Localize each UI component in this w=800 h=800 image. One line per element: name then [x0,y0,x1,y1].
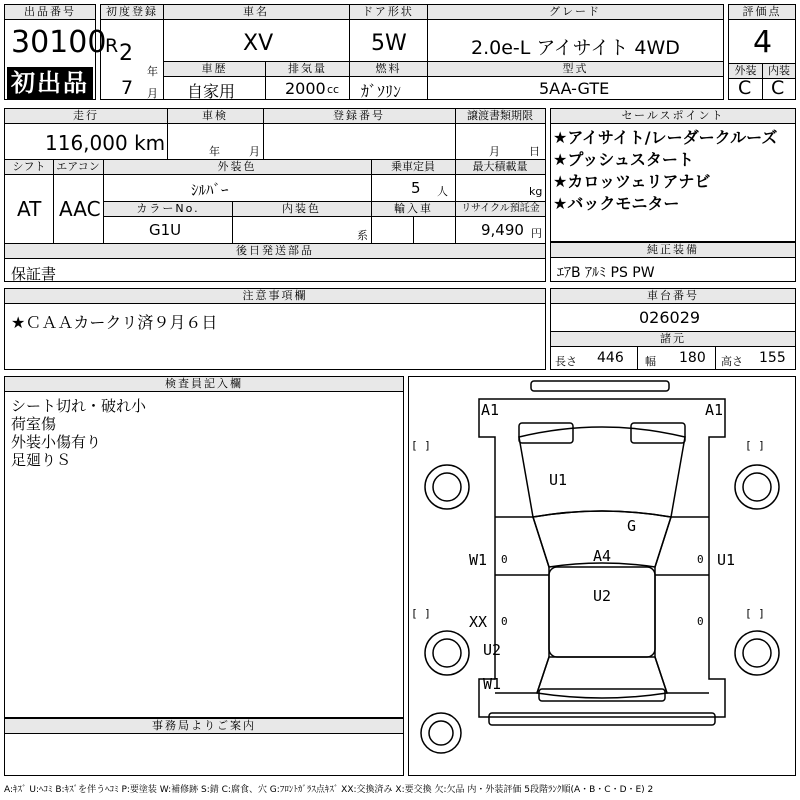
damage-mark: A1 [481,401,500,419]
shift-label: シフト [5,160,53,175]
damage-mark: U2 [483,641,502,659]
recycle-label: リサイクル預託金 [456,202,545,217]
sales-point-item: ★プッシュスタート [553,150,694,169]
sales-points-box [550,108,796,242]
month-unit: 月 [147,87,158,100]
history: 自家用 [187,82,236,101]
interior-color-label: 内装色 [232,202,371,217]
sales-point-item: ★カロッツェリアナビ [553,172,711,191]
interior-score: C [771,77,785,99]
inspector-line: 外装小傷有り [11,433,102,451]
overall-score: 4 [753,25,773,60]
color-number-label: カラーNo. [104,202,232,217]
car-diagram-box [408,376,796,776]
displacement-unit: cc [327,83,340,96]
chassis-box [550,288,796,370]
damage-mark: XX [469,613,488,631]
damage-mark: U1 [717,551,736,569]
interior-score-label: 内装 [763,64,795,79]
height-label: 高さ [721,355,743,368]
damage-mark: [ ] [745,439,765,452]
inspection-label: 車検 [167,109,263,124]
chassis-number: 026029 [639,308,701,327]
inspector-label: 検査員記入欄 [5,377,403,392]
damage-mark: [ ] [411,439,431,452]
notes: ★ＣＡＡカークリ済９月６日 [11,313,218,332]
grade: 2.0e-L アイサイト 4WD [471,37,680,59]
height: 155 [759,350,786,366]
era-letter: R [105,35,119,57]
car-diagram-icon [409,377,795,775]
damage-mark: 0 [501,615,508,628]
exterior-score: C [738,77,752,99]
first-listing-badge: 初出品 [7,67,93,99]
vehicle-info-box [100,4,724,100]
sales-point-item: ★バックモニター [553,194,680,213]
exterior-score-label: 外装 [729,64,762,79]
max-load-label: 最大積載量 [455,160,545,175]
capacity-unit: 人 [437,185,448,198]
max-load-unit: kg [529,185,543,198]
sales-point-item: ★アイサイト/レーダークルーズ [553,128,778,147]
model-code-label: 型式 [428,62,723,77]
damage-mark: [ ] [745,607,765,620]
registration-number-label: 登録番号 [263,109,455,124]
office-label: 事務局よりご案内 [5,719,403,734]
inspector-box [4,376,404,718]
displacement: 2000 [285,79,326,98]
door-label: ドア形状 [349,5,427,20]
genuine-equipment-label: 純正装備 [551,243,795,258]
car-name: XV [243,31,274,56]
import-label: 輸入車 [372,202,455,217]
length: 446 [597,350,624,366]
later-parts: 保証書 [11,265,57,283]
inspector-line: シート切れ・破れ小 [11,397,147,415]
aircon-label: エアコン [53,160,103,175]
model-code: 5AA-GTE [539,79,610,98]
history-label: 車歴 [164,62,265,77]
recycle-fee: 9,490 [481,221,524,239]
inspector-line: 足廻りＳ [11,451,72,469]
registration-month: 7 [121,77,134,99]
lot-number: 30100 [11,25,107,60]
first-registration-label: 初度登録 [101,5,163,20]
inspector-line: 荷室傷 [11,415,57,433]
dimensions-label: 諸元 [551,332,795,347]
aircon: AAC [59,197,101,221]
score-label: 評価点 [729,5,795,20]
damage-mark: A4 [593,547,612,565]
mileage-label: 走行 [5,109,167,124]
genuine-equipment: ｴｱB ｱﾙﾐ PS PW [557,265,655,281]
shift: AT [17,197,42,221]
score-box [728,4,796,100]
door-type: 5W [371,31,407,56]
damage-mark: U1 [549,471,568,489]
registration-year: 2 [119,41,133,66]
inspection-month-unit: 月 [249,145,260,158]
exterior-color-label: 外装色 [103,160,371,175]
capacity: 5 [411,179,421,197]
exterior-color: ｼﾙﾊﾞｰ [191,181,229,199]
fuel-label: 燃料 [350,62,427,77]
damage-mark: A1 [705,401,724,419]
damage-mark: W1 [483,675,502,693]
transfer-day-unit: 日 [529,145,540,158]
damage-mark: W1 [469,551,488,569]
chassis-number-label: 車台番号 [551,289,795,304]
notes-box [4,288,546,370]
lot-number-box [4,4,107,100]
mileage: 116,000 km [45,131,166,155]
transfer-deadline-label: 譲渡書類期限 [455,109,545,124]
capacity-label: 乗車定員 [371,160,455,175]
office-box [4,718,404,776]
damage-mark: [ ] [411,607,431,620]
width-label: 幅 [645,355,656,368]
fuel: ｶﾞｿﾘﾝ [361,82,402,101]
damage-mark: 0 [697,615,704,628]
grade-label: グレード [427,5,723,20]
genuine-equipment-box [550,242,796,282]
later-parts-label: 後日発送部品 [5,244,545,259]
recycle-unit: 円 [531,227,542,240]
damage-mark: U2 [593,587,612,605]
legend: A:ｷｽﾞ U:ﾍｺﾐ B:ｷｽﾞを伴うﾍｺﾐ P:要塗装 W:補修跡 S:錆 C:腐食、穴 G:ﾌﾛﾝﾄｶﾞﾗｽ点ｷｽﾞ XX:交換済み X:要交換 欠:欠品 内・外装評価 5段階ﾗﾝｸ順(A・B・C・D・E) 2 [4,785,654,795]
displacement-label: 排気量 [266,62,349,77]
year-unit: 年 [147,65,158,78]
damage-mark: 0 [501,553,508,566]
length-label: 長さ [555,355,577,368]
notes-label: 注意事項欄 [5,289,545,304]
lot-number-label: 出品番号 [5,5,95,20]
damage-mark: 0 [697,553,704,566]
interior-color-suffix: 系 [357,229,368,242]
color-number: G1U [149,221,182,239]
sales-points-label: セールスポイント [551,109,795,124]
width: 180 [679,350,706,366]
transfer-month-unit: 月 [489,145,500,158]
damage-mark: G [627,517,637,535]
details-box [4,108,546,282]
inspection-year-unit: 年 [209,145,220,158]
car-name-label: 車名 [163,5,349,20]
